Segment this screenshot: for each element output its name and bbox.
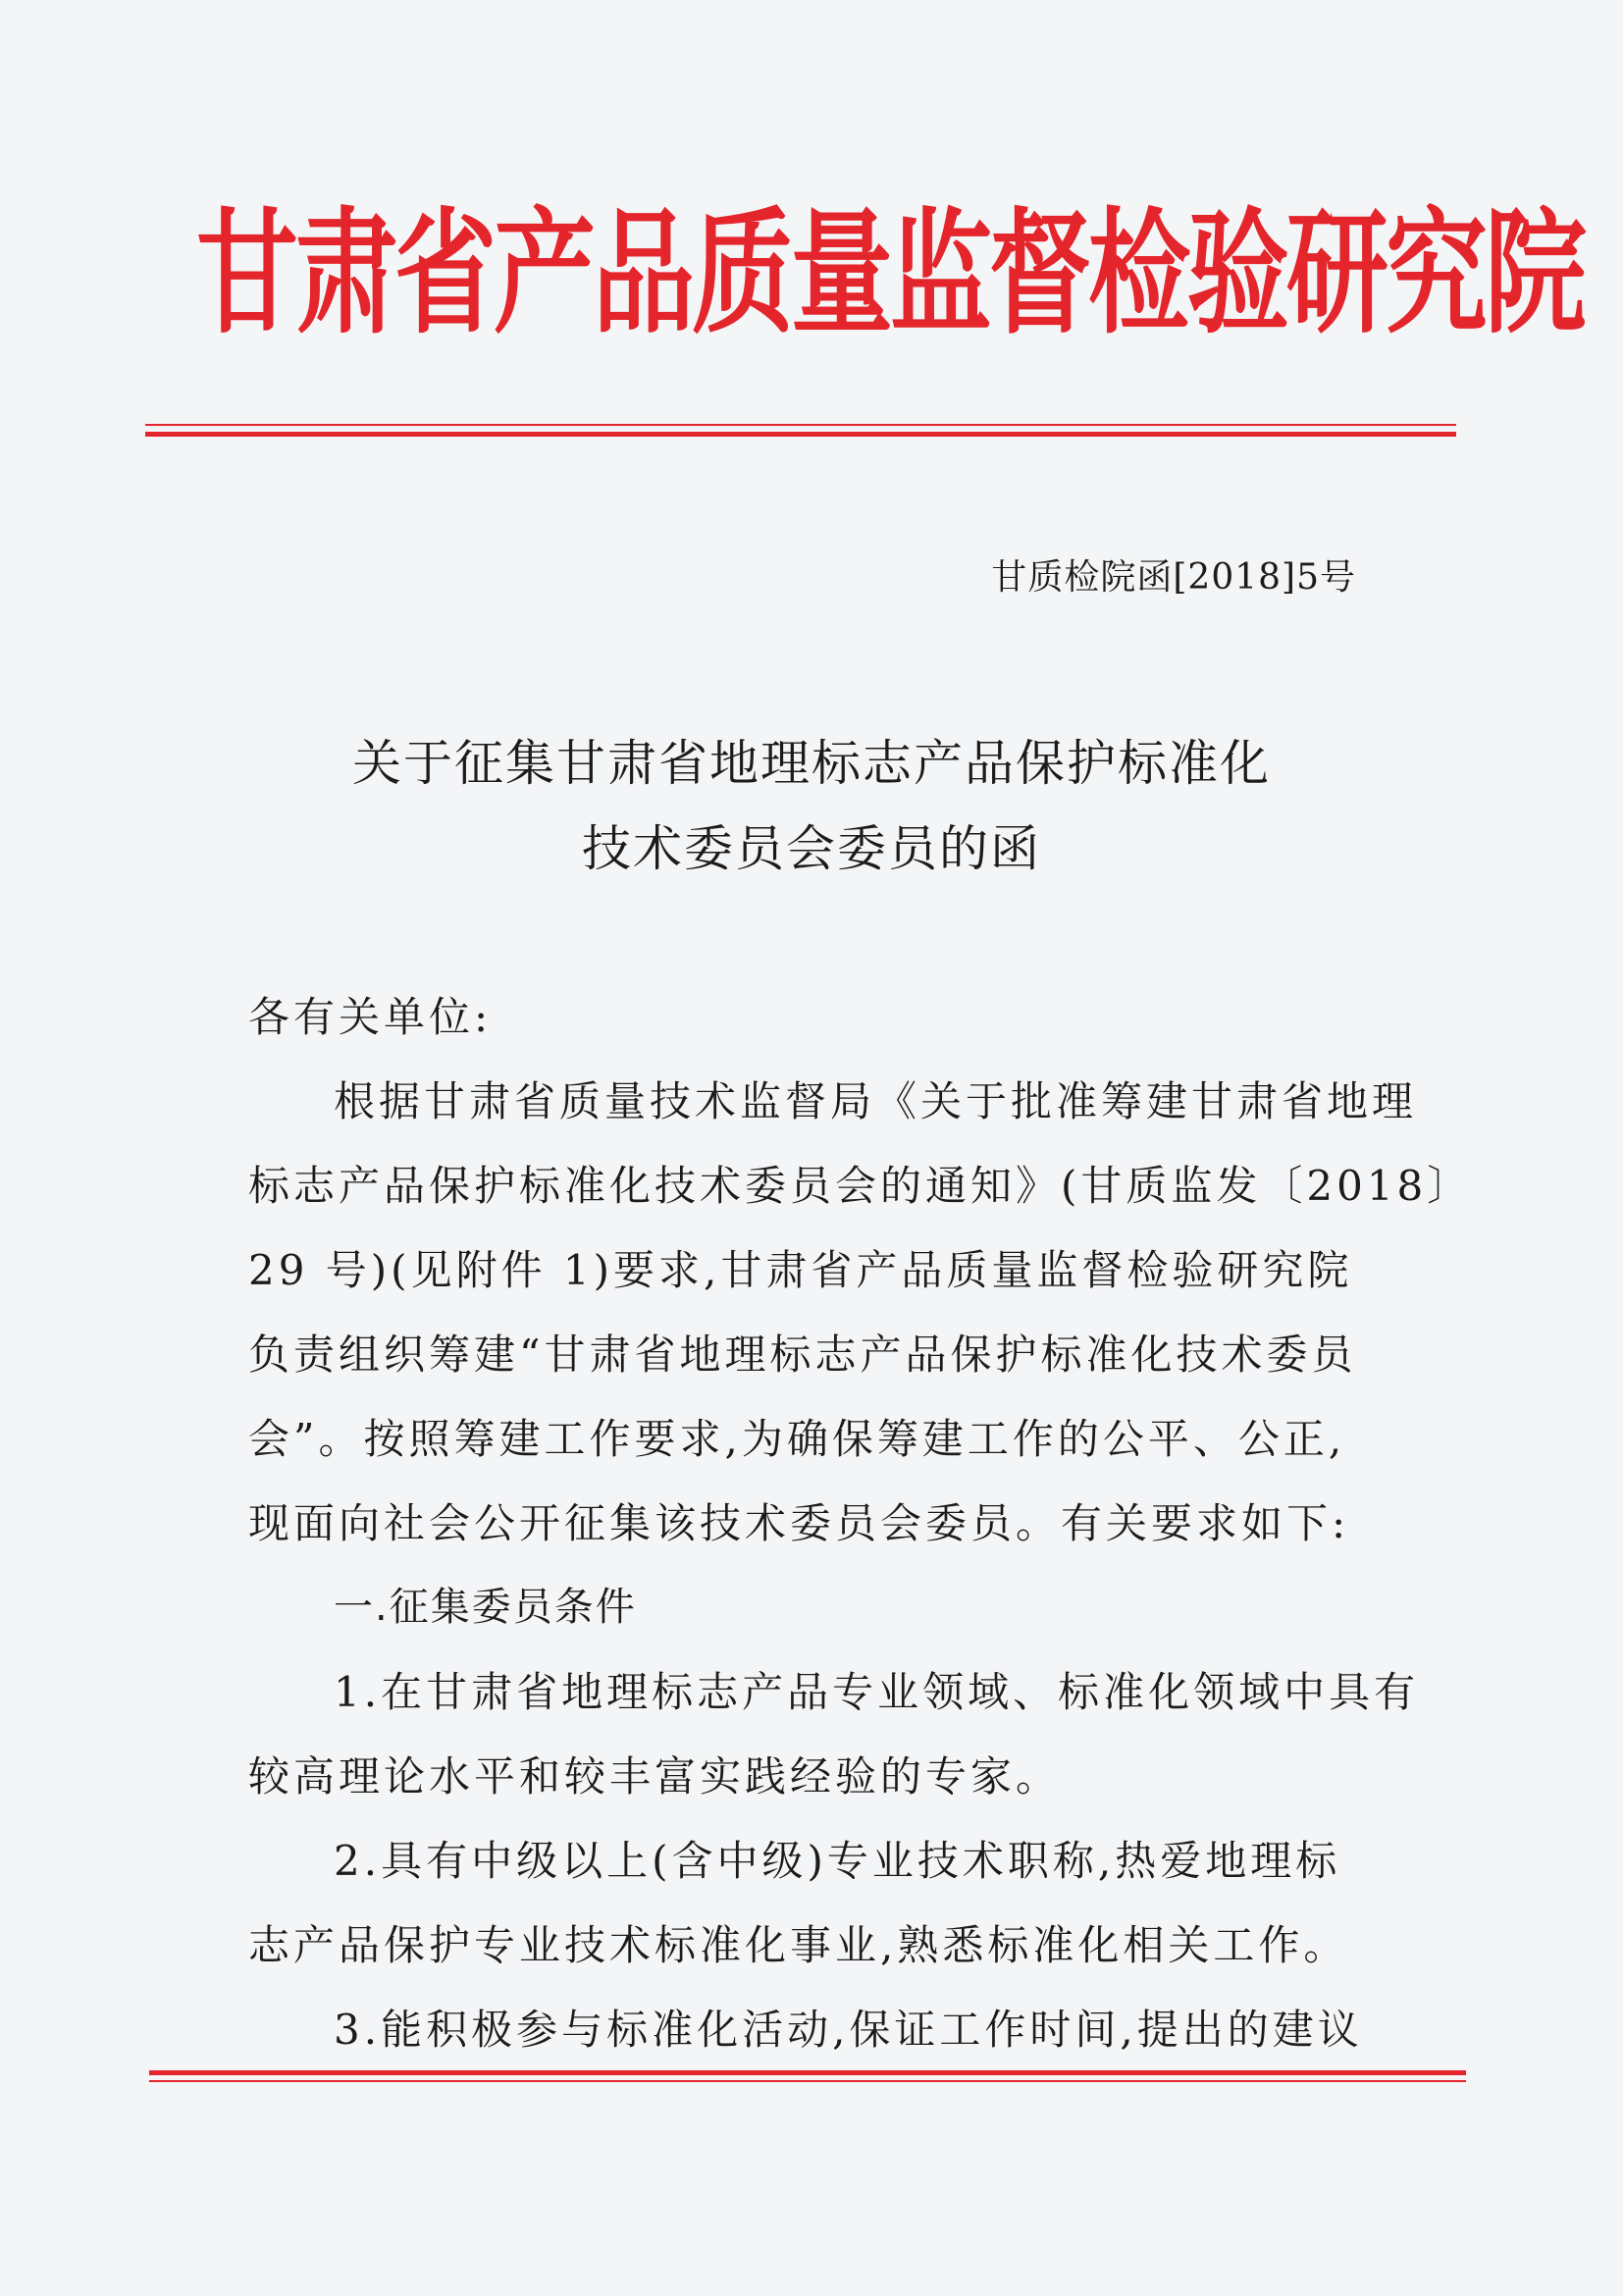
letterhead-rule-thick bbox=[145, 432, 1456, 437]
letterhead-rule-thin bbox=[145, 424, 1456, 426]
paragraph-1-line: 标志产品保护标准化技术委员会的通知》(甘质监发〔2018〕 bbox=[248, 1162, 1473, 1210]
paragraph-1-line: 现面向社会公开征集该技术委员会委员。有关要求如下: bbox=[248, 1499, 1350, 1547]
letterhead-org-name: 甘肃省产品质量监督检验研究院 bbox=[196, 194, 1585, 353]
footer-rule-thin bbox=[149, 2080, 1466, 2082]
document-number: 甘质检院函[2018]5号 bbox=[991, 557, 1356, 598]
paragraph-1-line: 29 号)(见附件 1)要求,甘肃省产品质量监督检验研究院 bbox=[248, 1246, 1353, 1294]
item-2-line: 2.具有中级以上(含中级)专业技术职称,热爱地理标 bbox=[334, 1837, 1341, 1885]
item-1-line: 较高理论水平和较丰富实践经验的专家。 bbox=[248, 1752, 1062, 1800]
item-2-line: 志产品保护专业技术标准化事业,熟悉标准化相关工作。 bbox=[248, 1921, 1349, 1969]
document-title-line-2: 技术委员会委员的函 bbox=[582, 820, 1041, 877]
paragraph-1-line: 负责组织筹建“甘肃省地理标志产品保护标准化技术委员 bbox=[248, 1331, 1357, 1379]
salutation: 各有关单位: bbox=[248, 993, 493, 1041]
paragraph-1-line: 根据甘肃省质量技术监督局《关于批准筹建甘肃省地理 bbox=[334, 1077, 1418, 1125]
section-1-heading: 一.征集委员条件 bbox=[334, 1585, 637, 1630]
footer-rule-thick bbox=[149, 2070, 1466, 2075]
paragraph-1-line: 会”。按照筹建工作要求,为确保筹建工作的公平、公正, bbox=[248, 1415, 1346, 1463]
document-title-line-1: 关于征集甘肃省地理标志产品保护标准化 bbox=[352, 735, 1271, 792]
item-3-line: 3.能积极参与标准化活动,保证工作时间,提出的建议 bbox=[334, 2006, 1363, 2054]
item-1-line: 1.在甘肃省地理标志产品专业领域、标准化领域中具有 bbox=[334, 1668, 1420, 1716]
